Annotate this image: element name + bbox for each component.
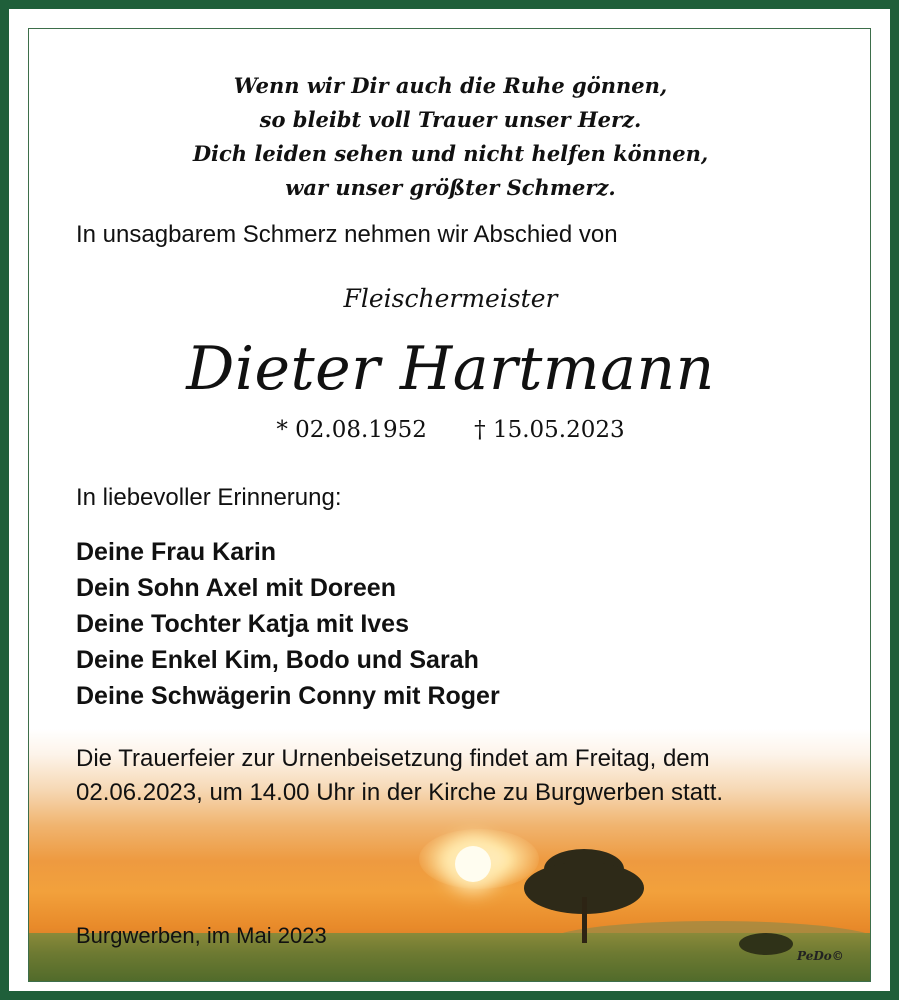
obituary-card: [28, 28, 871, 982]
service-line: Die Trauerfeier zur Urnenbeisetzung findet am Freitag, dem: [76, 745, 710, 772]
poem-line: so bleibt voll Trauer unser Herz.: [259, 107, 642, 132]
poem-line: war unser größter Schmerz.: [285, 175, 616, 200]
deceased-name: Dieter Hartmann: [186, 334, 715, 404]
family-list: [76, 534, 500, 714]
poem-line: Wenn wir Dir auch die Ruhe gönnen,: [233, 73, 668, 98]
memory-line: In liebevoller Erinnerung:: [76, 484, 342, 511]
life-dates: [29, 417, 871, 443]
designer-signature: PeDo©: [797, 949, 844, 963]
family-member: Dein Sohn Axel mit Doreen: [76, 574, 396, 602]
birth-date: * 02.08.1952: [276, 417, 427, 443]
service-line: 02.06.2023, um 14.00 Uhr in der Kirche zu Burgwerben statt.: [76, 779, 724, 806]
poem-line: Dich leiden sehen und nicht helfen können,: [192, 141, 709, 166]
place-and-date: Burgwerben, im Mai 2023: [76, 923, 327, 948]
death-date: † 15.05.2023: [474, 417, 625, 443]
poem: [29, 69, 871, 205]
family-member: Deine Tochter Katja mit Ives: [76, 610, 409, 638]
family-member: Deine Enkel Kim, Bodo und Sarah: [76, 646, 479, 674]
family-member: Deine Frau Karin: [76, 538, 277, 566]
farewell-intro: In unsagbarem Schmerz nehmen wir Abschied von: [76, 221, 618, 248]
family-member: Deine Schwägerin Conny mit Roger: [76, 682, 500, 710]
funeral-service-info: [76, 742, 856, 810]
profession: Fleischermeister: [343, 284, 558, 313]
obituary-content: [29, 29, 871, 982]
